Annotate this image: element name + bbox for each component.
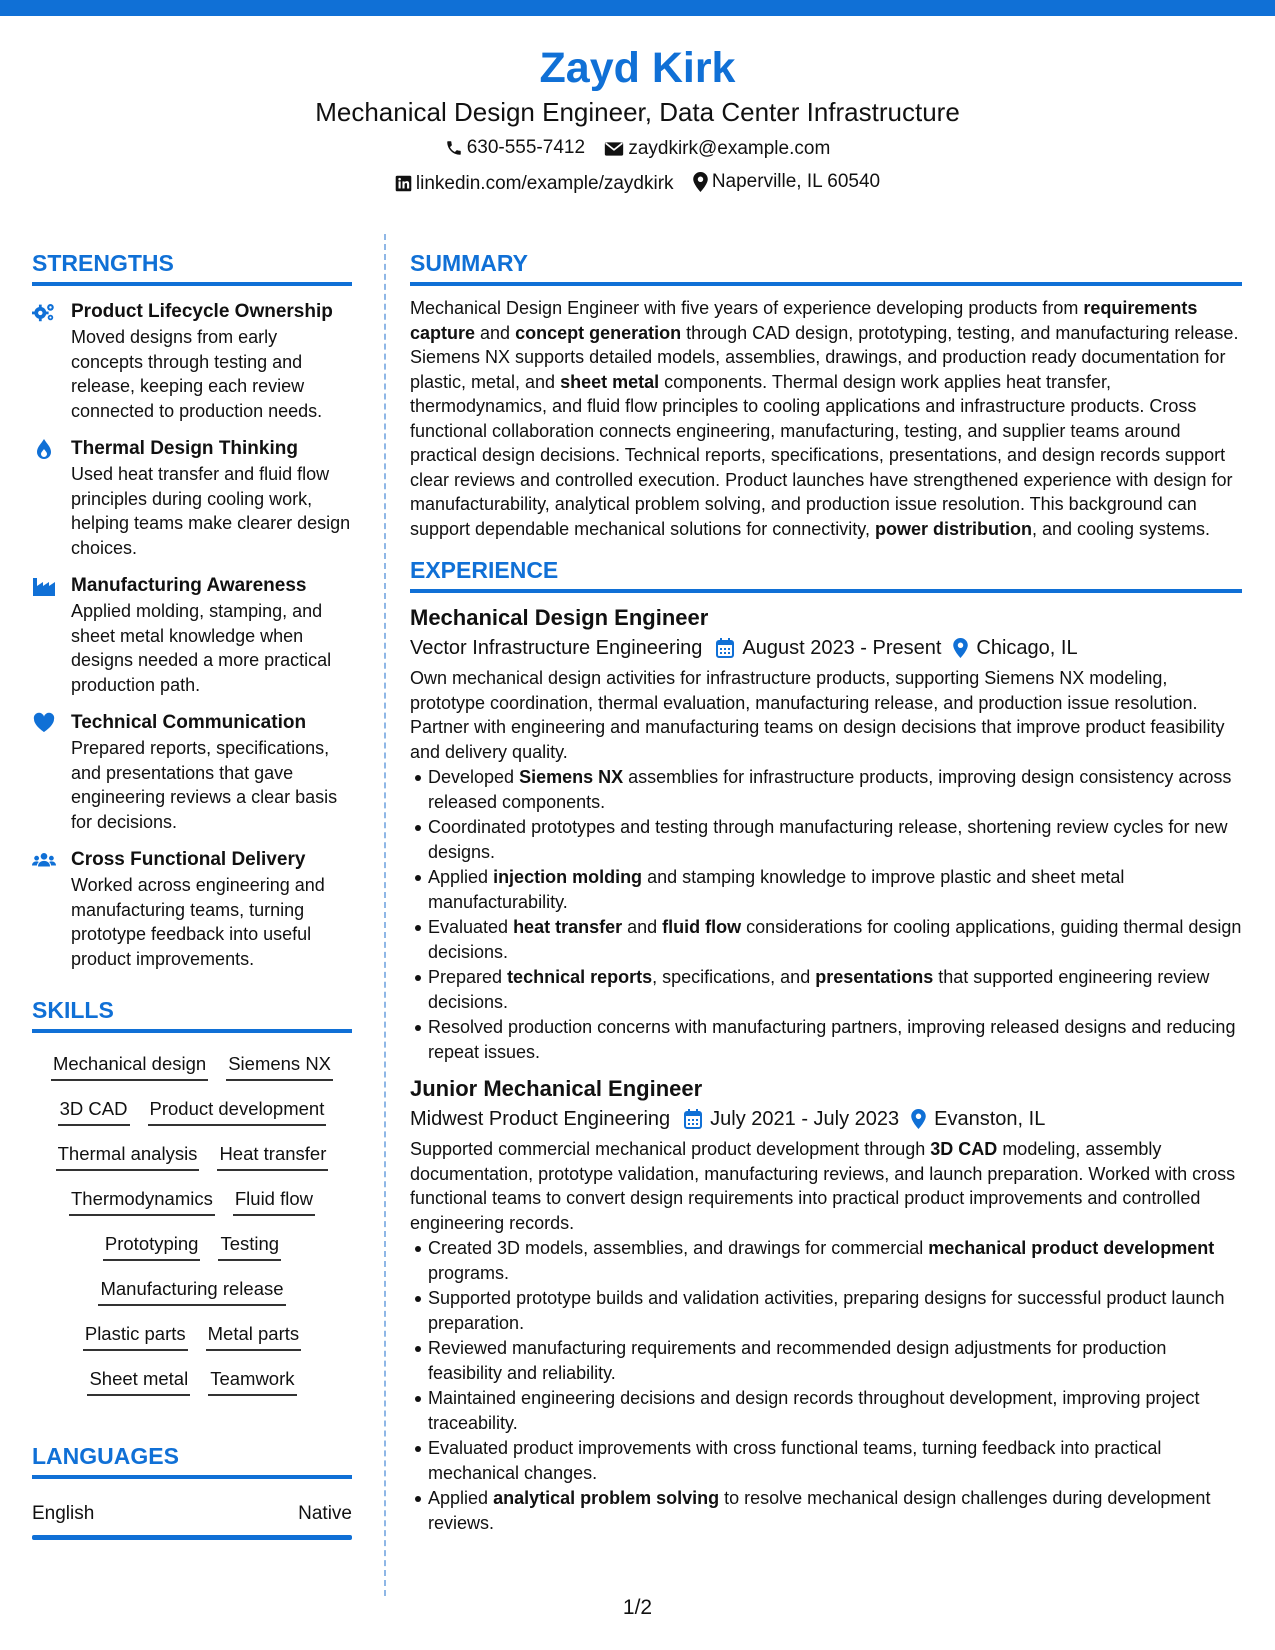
job-company: Midwest Product Engineering [410, 1108, 671, 1130]
strength-title: Technical Communication [71, 712, 307, 733]
text-run: and stamping knowledge to improve plastic and sheet metal manufacturability. [428, 867, 1125, 912]
text-run: through CAD design, prototyping, testing, and manufacturing release. Siemens NX supports detailed models, assemblies, drawings, and production ready documentation for plastic, metal, and [410, 322, 1239, 392]
bullet-item [410, 1436, 1242, 1485]
bold-phrase: concept generation [515, 322, 682, 343]
language-row [32, 1501, 352, 1527]
experience-heading: EXPERIENCE [410, 557, 559, 583]
job-entry [410, 1074, 1242, 1535]
bold-phrase: presentations [815, 967, 934, 987]
linkedin-icon [395, 175, 412, 192]
skill-chip: Fluid flow [233, 1184, 315, 1216]
job-entry [410, 603, 1242, 1064]
job-title: Mechanical Design Engineer [410, 605, 709, 630]
location-item [693, 167, 880, 197]
skills-section [32, 995, 352, 1403]
text-run: assemblies for infrastructure products, improving design consistency across released components. [428, 767, 1232, 812]
phone-text: 630-555-7412 [466, 137, 586, 158]
envelope-icon [604, 141, 624, 157]
strength-title: Cross Functional Delivery [71, 849, 306, 870]
text-run: to resolve mechanical design challenges during development reviews. [428, 1488, 1211, 1533]
strengths-heading: STRENGTHS [32, 250, 174, 276]
skills-list [32, 1043, 352, 1403]
bold-phrase: Siemens NX [519, 767, 624, 787]
skill-chip: Sheet metal [87, 1364, 190, 1396]
bold-phrase: heat transfer [513, 917, 623, 937]
skill-chip: Teamwork [208, 1364, 296, 1396]
bullet-item [410, 765, 1242, 814]
language-name: English [32, 1503, 95, 1524]
text-run: Maintained engineering decisions and design records throughout development, improving project traceability. [428, 1388, 1200, 1433]
language-proficiency-bar [32, 1535, 352, 1540]
job-bullets [410, 1236, 1242, 1535]
job-location: Evanston, IL [934, 1108, 1046, 1130]
map-pin-icon [693, 172, 708, 192]
bullet-item [410, 1236, 1242, 1285]
experience-rule [410, 589, 1242, 593]
text-run: that supported engineering review decisions. [428, 967, 1210, 1012]
strength-title: Manufacturing Awareness [71, 575, 307, 596]
bullet-item [410, 1386, 1242, 1435]
bold-phrase: analytical problem solving [493, 1488, 720, 1508]
bullet-item [410, 965, 1242, 1014]
phone-icon [445, 139, 463, 157]
text-run: Developed [428, 767, 520, 787]
skill-chip: Metal parts [206, 1319, 302, 1351]
text-run: Evaluated [428, 917, 514, 937]
map-pin-icon [953, 638, 968, 658]
linkedin-text[interactable]: linkedin.com/example/zaydkirk [415, 172, 674, 194]
skill-chip: Mechanical design [51, 1049, 208, 1081]
skill-chip: Thermodynamics [69, 1184, 215, 1216]
text-run: components. Thermal design work applies heat transfer, thermodynamics, and fluid flow principles to cooling applications and infrastructure products. Cross functional collaboration connects engineering, manufacturing, testing, and supplier teams around practical design decisions. Technical reports, specifications, presentations, and design records support clear reviews and controlled execution. Product launches have strengthened experience with design for manufacturability, analytical problem solving, and production issue resolution. This background can support dependable mechanical solutions for connectivity, [410, 371, 1233, 539]
strength-desc: Moved designs from early concepts through testing and release, keeping each review connected to production needs. [71, 327, 323, 421]
job-meta [410, 1104, 1242, 1134]
top-accent-bar [0, 0, 1275, 16]
text-run: Reviewed manufacturing requirements and recommended design adjustments for production feasibility and reliability. [428, 1338, 1167, 1383]
skill-chip: Testing [218, 1229, 281, 1261]
bullet-item [410, 1336, 1242, 1385]
strength-item [32, 847, 352, 971]
languages-section [32, 1441, 352, 1540]
strength-title: Product Lifecycle Ownership [71, 301, 333, 322]
contact-row-1 [0, 133, 1275, 167]
skill-chip: Prototyping [103, 1229, 201, 1261]
strength-item [32, 710, 352, 834]
text-run: Mechanical Design Engineer with five years of experience developing products from [410, 298, 1084, 318]
phone-item [445, 133, 585, 163]
email-text[interactable]: zaydkirk@example.com [628, 138, 831, 159]
skill-chip: Product development [148, 1094, 327, 1126]
strength-item [32, 573, 352, 697]
strength-title: Thermal Design Thinking [71, 438, 298, 459]
strength-desc: Applied molding, stamping, and sheet metal knowledge when designs needed a more practical production path. [71, 601, 332, 695]
strengths-rule [32, 282, 352, 286]
job-dates: July 2021 - July 2023 [710, 1108, 900, 1130]
heart-icon [32, 712, 56, 734]
job-dates: August 2023 - Present [742, 637, 942, 659]
text-run: , specifications, and [652, 967, 816, 987]
summary-section [410, 248, 1242, 541]
resume-header [0, 40, 1275, 202]
bullet-item [410, 915, 1242, 964]
skill-chip: Siemens NX [226, 1049, 333, 1081]
text-run: and [475, 322, 516, 343]
job-description: Own mechanical design activities for infrastructure products, supporting Siemens NX modeling, prototype coordination, thermal evaluation, manufacturing release, and production issue resolution. Partner with engineering and manufacturing teams on design decisions that improve product feasibility and delivery quality. [410, 668, 1225, 762]
text-run: modeling, assembly documentation, prototype validation, manufacturing reviews, and launch preparation. Worked with cross functional teams to convert design requirements into practical product improvements and controlled engineering records. [410, 1139, 1236, 1233]
bullet-item [410, 865, 1242, 914]
language-level: Native [298, 1503, 352, 1524]
text-run: , and cooling systems. [1031, 518, 1211, 539]
email-item[interactable] [604, 134, 830, 164]
skill-chip: 3D CAD [58, 1094, 130, 1126]
gears-icon [32, 301, 56, 323]
bold-phrase: fluid flow [662, 917, 742, 937]
summary-heading: SUMMARY [410, 250, 528, 276]
bold-phrase: power distribution [874, 518, 1032, 539]
strength-item [32, 299, 352, 423]
job-title: Junior Mechanical Engineer [410, 1076, 703, 1101]
column-divider [384, 234, 386, 1596]
text-run: Applied [428, 1488, 494, 1508]
bold-phrase: sheet metal [560, 371, 660, 392]
candidate-name: Zayd Kirk [539, 44, 736, 92]
skill-chip: Heat transfer [217, 1139, 328, 1171]
calendar-icon [684, 1109, 702, 1129]
text-run: Supported commercial mechanical product development through [410, 1139, 931, 1159]
languages-rule [32, 1475, 352, 1479]
left-column [32, 248, 352, 1540]
bold-phrase: technical reports [507, 967, 653, 987]
text-run: and [622, 917, 663, 937]
location-text: Naperville, IL 60540 [711, 171, 881, 192]
calendar-icon [716, 638, 734, 658]
bullet-item [410, 1486, 1242, 1535]
text-run: Evaluated product improvements with cross functional teams, turning feedback into practical mechanical changes. [428, 1438, 1162, 1483]
bold-phrase: 3D CAD [930, 1139, 998, 1159]
strength-item [32, 436, 352, 560]
strength-desc: Used heat transfer and fluid flow principles during cooling work, helping teams make clearer design choices. [71, 464, 351, 558]
map-pin-icon [911, 1109, 926, 1129]
job-company: Vector Infrastructure Engineering [410, 637, 703, 659]
candidate-role: Mechanical Design Engineer, Data Center Infrastructure [315, 97, 960, 127]
bullet-item [410, 1015, 1242, 1064]
strength-desc: Worked across engineering and manufacturing teams, turning prototype feedback into useful product improvements. [71, 875, 325, 969]
skills-rule [32, 1029, 352, 1033]
contact-row-2 [0, 167, 1275, 202]
summary-rule [410, 282, 1242, 286]
text-run: Coordinated prototypes and testing through manufacturing release, shortening review cycles for new designs. [428, 817, 1228, 862]
text-run: Applied [428, 867, 494, 887]
bullet-item [410, 1286, 1242, 1335]
skill-chip: Manufacturing release [98, 1274, 285, 1306]
languages-heading: LANGUAGES [32, 1443, 179, 1469]
strengths-section [32, 248, 352, 971]
flame-drop-icon [32, 438, 56, 460]
skill-chip: Thermal analysis [56, 1139, 200, 1171]
skills-heading: SKILLS [32, 997, 114, 1023]
bold-phrase: requirements capture [410, 298, 1198, 343]
factory-icon [32, 575, 56, 597]
linkedin-item[interactable] [395, 169, 674, 199]
job-location: Chicago, IL [976, 637, 1078, 659]
job-description [410, 1137, 1242, 1235]
users-icon [32, 849, 56, 871]
text-run: Supported prototype builds and validation activities, preparing designs for successful product launch preparation. [428, 1288, 1225, 1333]
text-run: considerations for cooling applications, guiding thermal design decisions. [428, 917, 1242, 962]
experience-section [410, 555, 1242, 1535]
bullet-item [410, 815, 1242, 864]
page-number: 1/2 [622, 1596, 653, 1619]
job-meta [410, 633, 1242, 663]
bold-phrase: mechanical product development [928, 1238, 1215, 1258]
right-column [410, 248, 1242, 1536]
text-run: programs. [428, 1262, 510, 1283]
bold-phrase: injection molding [493, 867, 643, 887]
text-run: Prepared [428, 967, 508, 987]
text-run: Created 3D models, assemblies, and drawings for commercial [428, 1238, 929, 1258]
job-bullets [410, 765, 1242, 1064]
skill-chip: Plastic parts [83, 1319, 188, 1351]
strength-desc: Prepared reports, specifications, and presentations that gave engineering reviews a clear basis for decisions. [71, 738, 338, 832]
text-run: Resolved production concerns with manufacturing partners, improving released designs and reducing repeat issues. [428, 1017, 1236, 1062]
summary-text [410, 296, 1242, 541]
